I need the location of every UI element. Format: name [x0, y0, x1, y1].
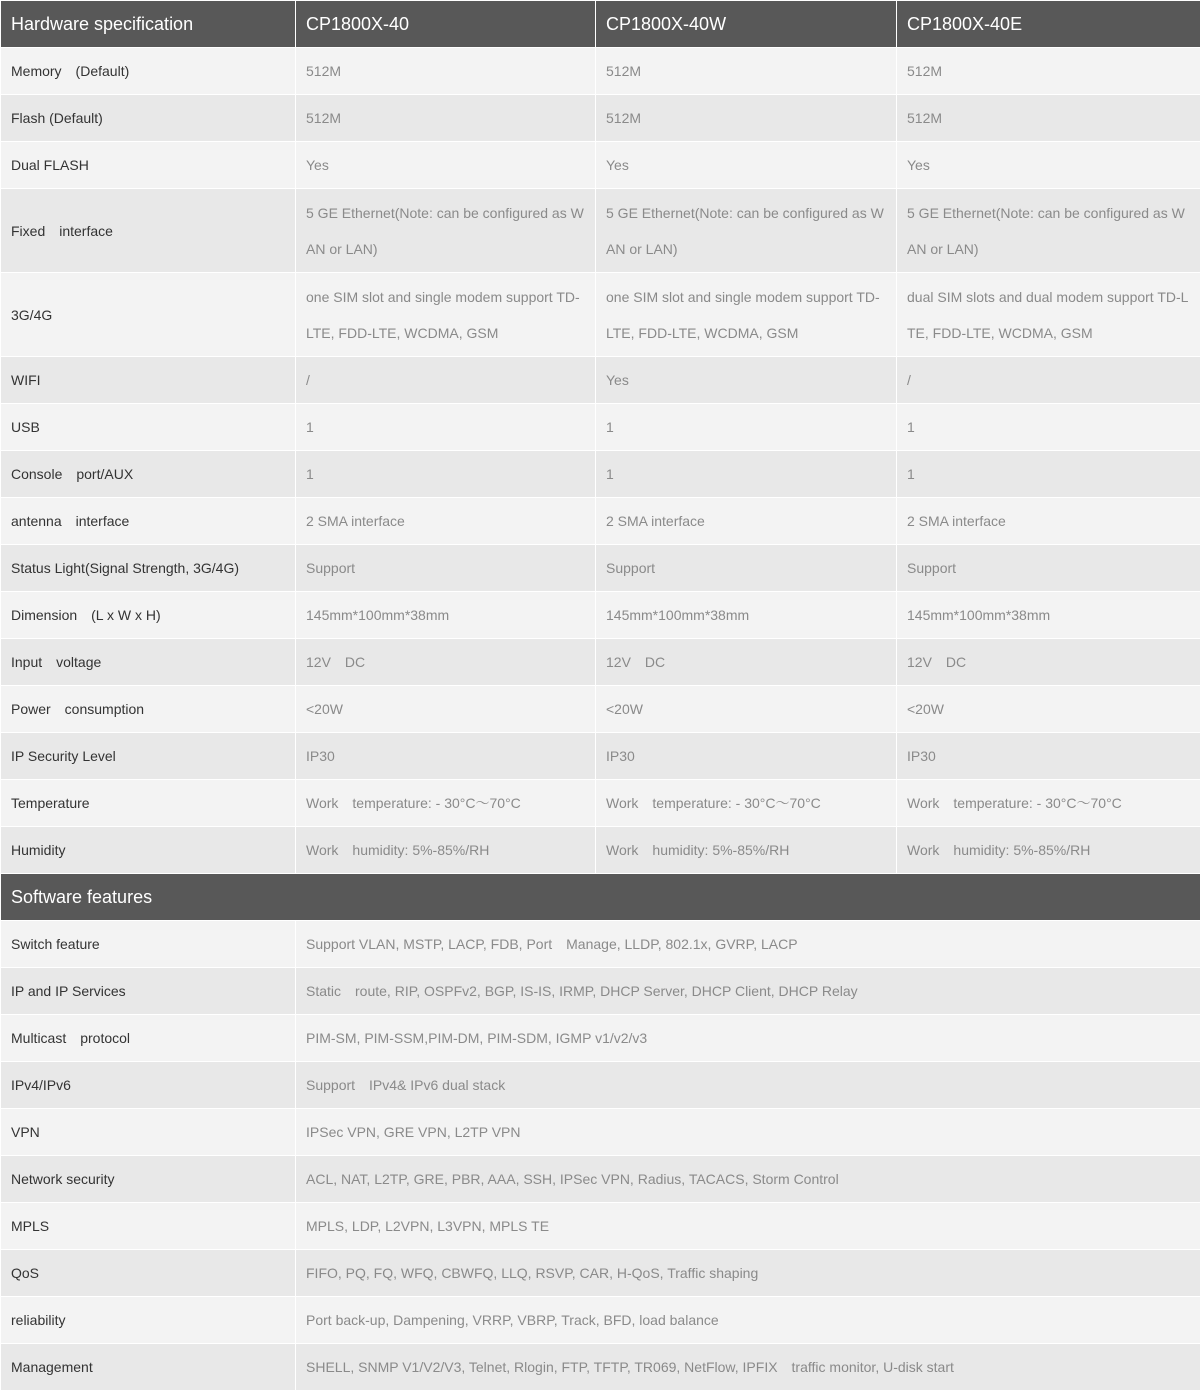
table-row — [1, 404, 1200, 451]
row-label: QoS — [1, 1250, 296, 1297]
model-header-cp1800x-40e: CP1800X-40E — [897, 1, 1200, 48]
model-header-cp1800x-40: CP1800X-40 — [296, 1, 596, 48]
table-row — [1, 142, 1200, 189]
cell-value: 2 SMA interface — [296, 498, 596, 545]
cell-value: Static route, RIP, OSPFv2, BGP, IS-IS, IRMP, DHCP Server, DHCP Client, DHCP Relay — [296, 968, 1200, 1015]
row-label: IP Security Level — [1, 733, 296, 780]
cell-value: Work humidity: 5%-85%/RH — [596, 827, 897, 874]
table-row — [1, 780, 1200, 827]
cell-value: Work humidity: 5%-85%/RH — [296, 827, 596, 874]
table-row — [1, 545, 1200, 592]
row-label: reliability — [1, 1297, 296, 1344]
row-label: Input voltage — [1, 639, 296, 686]
software-header-row — [1, 874, 1200, 921]
cell-value: <20W — [296, 686, 596, 733]
table-row — [1, 1344, 1200, 1391]
cell-value: 12V DC — [596, 639, 897, 686]
cell-value: <20W — [596, 686, 897, 733]
row-label: IP and IP Services — [1, 968, 296, 1015]
cell-value: Support VLAN, MSTP, LACP, FDB, Port Manage, LLDP, 802.1x, GVRP, LACP — [296, 921, 1200, 968]
cell-value: 1 — [897, 451, 1200, 498]
table-row — [1, 1297, 1200, 1344]
cell-value: MPLS, LDP, L2VPN, L3VPN, MPLS TE — [296, 1203, 1200, 1250]
cell-value: Work humidity: 5%-85%/RH — [897, 827, 1200, 874]
cell-value: 1 — [596, 404, 897, 451]
table-row — [1, 639, 1200, 686]
cell-value: IP30 — [296, 733, 596, 780]
cell-value: ACL, NAT, L2TP, GRE, PBR, AAA, SSH, IPSec VPN, Radius, TACACS, Storm Control — [296, 1156, 1200, 1203]
table-row — [1, 1156, 1200, 1203]
cell-value: Support — [897, 545, 1200, 592]
software-section-title: Software features — [1, 874, 1200, 921]
table-row — [1, 686, 1200, 733]
cell-value: 145mm*100mm*38mm — [897, 592, 1200, 639]
cell-value: 145mm*100mm*38mm — [296, 592, 596, 639]
row-label: Power consumption — [1, 686, 296, 733]
row-label: WIFI — [1, 357, 296, 404]
row-label: antenna interface — [1, 498, 296, 545]
row-label: Switch feature — [1, 921, 296, 968]
hardware-header-row — [1, 1, 1200, 48]
cell-value: IPSec VPN, GRE VPN, L2TP VPN — [296, 1109, 1200, 1156]
table-row — [1, 189, 1200, 273]
table-row — [1, 273, 1200, 357]
row-label: Status Light(Signal Strength, 3G/4G) — [1, 545, 296, 592]
table-row — [1, 1203, 1200, 1250]
cell-value: Yes — [596, 142, 897, 189]
cell-value: Work temperature: - 30°C～70°C — [596, 780, 897, 827]
row-label: Memory (Default) — [1, 48, 296, 95]
table-row — [1, 1015, 1200, 1062]
cell-value: 512M — [596, 95, 897, 142]
table-row — [1, 498, 1200, 545]
row-label: Multicast protocol — [1, 1015, 296, 1062]
cell-value: Support — [596, 545, 897, 592]
cell-value: one SIM slot and single modem support TD-LTE, FDD-LTE, WCDMA, GSM — [596, 273, 897, 357]
row-label: IPv4/IPv6 — [1, 1062, 296, 1109]
cell-value: 1 — [596, 451, 897, 498]
cell-value: FIFO, PQ, FQ, WFQ, CBWFQ, LLQ, RSVP, CAR, H-QoS, Traffic shaping — [296, 1250, 1200, 1297]
table-row — [1, 1109, 1200, 1156]
cell-value: 12V DC — [296, 639, 596, 686]
cell-value: 5 GE Ethernet(Note: can be configured as WAN or LAN) — [897, 189, 1200, 273]
cell-value: Work temperature: - 30°C～70°C — [296, 780, 596, 827]
cell-value: Yes — [596, 357, 897, 404]
cell-value: 12V DC — [897, 639, 1200, 686]
table-row — [1, 451, 1200, 498]
model-header-cp1800x-40w: CP1800X-40W — [596, 1, 897, 48]
table-row — [1, 1062, 1200, 1109]
row-label: Console port/AUX — [1, 451, 296, 498]
cell-value: 512M — [296, 48, 596, 95]
cell-value: 512M — [596, 48, 897, 95]
table-row — [1, 733, 1200, 780]
cell-value: Support — [296, 545, 596, 592]
table-row — [1, 1250, 1200, 1297]
cell-value: / — [296, 357, 596, 404]
cell-value: 1 — [897, 404, 1200, 451]
cell-value: 2 SMA interface — [897, 498, 1200, 545]
cell-value: / — [897, 357, 1200, 404]
cell-value: dual SIM slots and dual modem support TD-LTE, FDD-LTE, WCDMA, GSM — [897, 273, 1200, 357]
table-row — [1, 357, 1200, 404]
cell-value: Yes — [296, 142, 596, 189]
cell-value: 2 SMA interface — [596, 498, 897, 545]
cell-value: 5 GE Ethernet(Note: can be configured as WAN or LAN) — [596, 189, 897, 273]
cell-value: Yes — [897, 142, 1200, 189]
row-label: Dual FLASH — [1, 142, 296, 189]
row-label: VPN — [1, 1109, 296, 1156]
cell-value: SHELL, SNMP V1/V2/V3, Telnet, Rlogin, FTP, TFTP, TR069, NetFlow, IPFIX traffic monitor, U-disk start — [296, 1344, 1200, 1391]
cell-value: 512M — [897, 95, 1200, 142]
row-label: Flash (Default) — [1, 95, 296, 142]
cell-value: 1 — [296, 451, 596, 498]
cell-value: one SIM slot and single modem support TD-LTE, FDD-LTE, WCDMA, GSM — [296, 273, 596, 357]
table-row — [1, 95, 1200, 142]
cell-value: Work temperature: - 30°C～70°C — [897, 780, 1200, 827]
cell-value: 512M — [296, 95, 596, 142]
row-label: USB — [1, 404, 296, 451]
table-row — [1, 48, 1200, 95]
table-row — [1, 592, 1200, 639]
cell-value: 512M — [897, 48, 1200, 95]
table-row — [1, 827, 1200, 874]
row-label: MPLS — [1, 1203, 296, 1250]
table-row — [1, 921, 1200, 968]
table-row — [1, 968, 1200, 1015]
cell-value: 1 — [296, 404, 596, 451]
row-label: Dimension (L x W x H) — [1, 592, 296, 639]
row-label: Fixed interface — [1, 189, 296, 273]
row-label: Management — [1, 1344, 296, 1391]
row-label: Humidity — [1, 827, 296, 874]
cell-value: Support IPv4& IPv6 dual stack — [296, 1062, 1200, 1109]
row-label: Network security — [1, 1156, 296, 1203]
cell-value: IP30 — [596, 733, 897, 780]
cell-value: PIM-SM, PIM-SSM,PIM-DM, PIM-SDM, IGMP v1/v2/v3 — [296, 1015, 1200, 1062]
cell-value: 145mm*100mm*38mm — [596, 592, 897, 639]
row-label: Temperature — [1, 780, 296, 827]
cell-value: IP30 — [897, 733, 1200, 780]
spec-table-body — [1, 1, 1200, 1391]
hardware-section-title: Hardware specification — [1, 1, 296, 48]
cell-value: 5 GE Ethernet(Note: can be configured as WAN or LAN) — [296, 189, 596, 273]
cell-value: Port back-up, Dampening, VRRP, VBRP, Track, BFD, load balance — [296, 1297, 1200, 1344]
row-label: 3G/4G — [1, 273, 296, 357]
cell-value: <20W — [897, 686, 1200, 733]
